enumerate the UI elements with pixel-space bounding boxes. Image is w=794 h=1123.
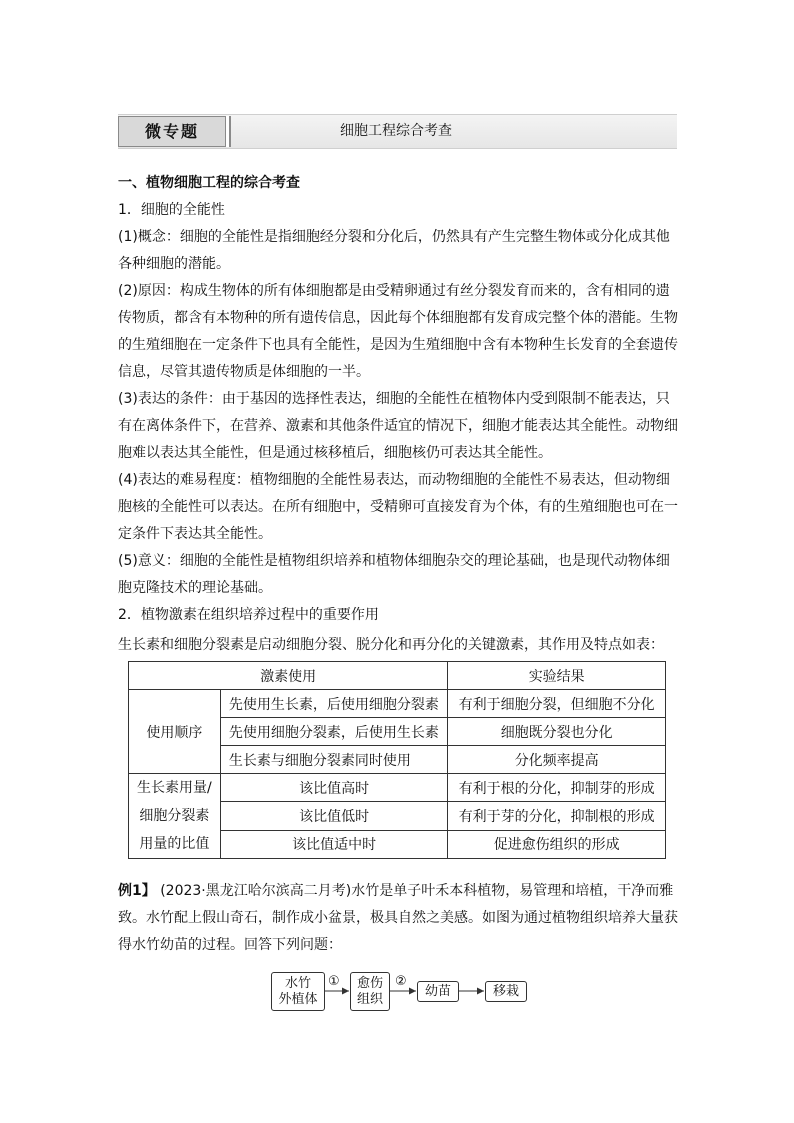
flow-box-line: 水竹 [284,975,311,991]
group-label-line: 用量的比值 [139,836,210,852]
table-cell: 生长素与细胞分裂素同时使用 [220,746,448,774]
table-header-cell: 实验结果 [448,662,666,690]
step-label-1: ① [328,974,340,989]
section-heading: 一、植物细胞工程的综合考查 [118,175,300,191]
paragraph-concept: (1)概念：细胞的全能性是指细胞经分裂和分化后，仍然具有产生完整生物体或分化成其他各种细胞的潜能。 [118,229,670,272]
topic-badge: 微专题 [118,116,226,147]
table-cell: 有利于芽的分化，抑制根的形成 [448,802,666,830]
table-cell: 细胞既分裂也分化 [448,718,666,746]
flow-box-seedling: 幼苗 [417,981,459,1002]
table-cell: 该比值低时 [220,802,448,830]
table-cell: 分化频率提高 [448,746,666,774]
paragraph-difficulty: (4)表达的难易程度：植物细胞的全能性易表达，而动物细胞的全能性不易表达，但动物细胞核的全能性可以表达。在所有细胞中，受精卵可直接发育为个体，有的生殖细胞也可在一定条件下表达其全能性。 [118,472,678,542]
paragraph-significance: (5)意义：细胞的全能性是植物组织培养和植物体细胞杂交的理论基础，也是现代动物体细胞克隆技术的理论基础。 [118,553,670,596]
table-cell: 该比值适中时 [220,830,448,858]
table-cell: 促进愈伤组织的形成 [448,830,666,858]
flow-box-transplant: 移栽 [485,981,527,1002]
paragraph-reason: (2)原因：构成生物体的所有体细胞都是由受精卵通过有丝分裂发育而来的，含有相同的遗传物质，都含有本物种的所有遗传信息，因此每个体细胞都有发育成完整个体的潜能。生物的生殖细胞在一定条件下也具有全能性，是因为生殖细胞中含有本物种生长发育的全套遗传信息，尽管其遗传物质是体细胞的一半。 [118,283,678,380]
step-label-2: ② [395,974,407,989]
flow-box-line: 愈伤 [356,975,383,991]
topic-title: 细胞工程综合考查 [340,123,452,139]
table-cell: 有利于细胞分裂，但细胞不分化 [448,690,666,718]
flow-box-callus [350,972,390,1011]
group-label-line: 细胞分裂素 [139,808,210,824]
table-cell: 先使用生长素，后使用细胞分裂素 [220,690,448,718]
part2-intro: 生长素和细胞分裂素是启动细胞分裂、脱分化和再分化的关键激素，其作用及特点如表： [118,637,664,653]
paragraph-condition: (3)表达的条件：由于基因的选择性表达，细胞的全能性在植物体内受到限制不能表达，只有在离体条件下，在营养、激素和其他条件适宜的情况下，细胞才能表达其全能性。动物细胞难以表达其全能性，但是通过核移植后，细胞核仍可表达其全能性。 [118,391,678,461]
example-label: 例1】 [118,883,156,899]
flow-box-line: 组织 [356,991,383,1007]
part1-title: 1．细胞的全能性 [118,202,225,218]
table-cell: 有利于根的分化，抑制芽的形成 [448,774,666,802]
group-label-line: 生长素用量/ [137,780,212,796]
example-text: (2023·黑龙江哈尔滨高二月考)水竹是单子叶禾本科植物，易管理和培植，干净而雅致。水竹配上假山奇石，制作成小盆景，极具自然之美感。如图为通过植物组织培养大量获得水竹幼苗的过程。回答下列问题： [118,883,678,953]
table-cell: 该比值高时 [220,774,448,802]
table-header-cell: 激素使用 [129,662,448,690]
flow-box-line: 外植体 [278,991,318,1007]
table-group-cell: 使用顺序 [129,690,221,774]
part2-title: 2．植物激素在组织培养过程中的重要作用 [118,607,379,623]
flow-box-explant [271,972,325,1011]
table-cell: 先使用细胞分裂素，后使用生长素 [220,718,448,746]
